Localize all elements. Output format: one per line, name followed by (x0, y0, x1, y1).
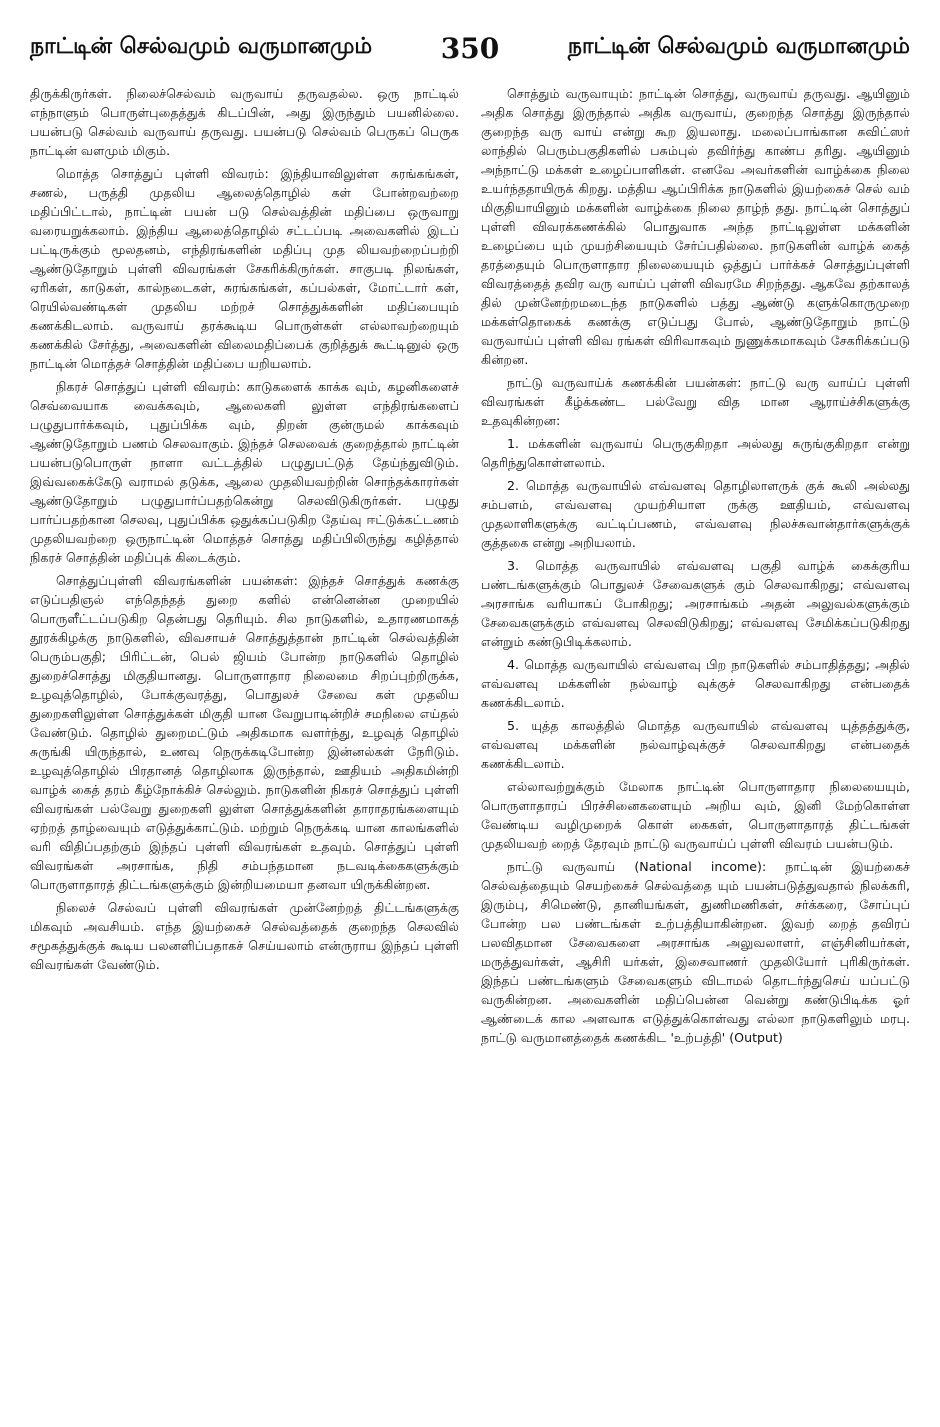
paragraph: நாட்டு வருவாய்க் கணக்கின் பயன்கள்: நாட்டு வரு வாய்ப் புள்ளி விவரங்கள் கீழ்க்கண்ட பல்வேறு வித மான ஆராய்ச்சிகளுக்கு உதவுகின்றன: (481, 375, 910, 428)
list-item: 1. மக்களின் வருவாய் பெருகுகிறதா அல்லது சுருங்குகிறதா என்று தெரிந்துகொள்ளலாம். (481, 436, 910, 470)
list-item: 5. யுத்த காலத்தில் மொத்த வருவாயில் எவ்வளவு யுத்தத்துக்கு, எவ்வளவு மக்களின் நல்வாழ்வுக்குச் செலவாகிறது என்பதைக் கணக்கிடலாம். (481, 718, 910, 771)
paragraph: நாட்டு வருவாய் (National income): நாட்டின் இயற்கைச் செல்வத்தையும் செயற்கைச் செல்வத்தை யும் பயன்படுத்துவதால் நிலக்கரி, இரும்பு, சிமெண்டு, தானியங்கள், துணிமணிகள், சர்க்கரை, சோப்புப் போன்ற பல பண்டங்கள் உற்பத்தியாகின்றன. இவற் றைத் தவிரப் பலவிதமான சேவைகளை அரசாங்க அலுவலாளர், எஞ்சினியர்கள், மருத்துவர்கள், ஆசிரி யர்கள், இசைவாணர் முதலியோர் புரிகிருர்கள். இந்தப் பண்டங்களும் சேவைகளும் விடாமல் தொடர்ந்துசெய் யப்பட்டு வருகின்றன. அவைகளின் மதிப்பென்ன வென்று கண்டுபிடிக்க ஓர் ஆண்டைக் கால அளவாக எடுத்துக்கொள்வது எல்லா நாடுகளிலும் மரபு. நாட்டு வருமானத்தைக் கணக்கிட 'உற்பத்தி' (Output) (481, 859, 910, 1045)
header-right-title: நாட்டின் செல்வமும் வருமானமும் (567, 34, 910, 59)
paragraph: சொத்துப்புள்ளி விவரங்களின் பயன்கள்: இந்தச் சொத்துக் கணக்கு எடுப்பதிஞல் எந்தெந்தத் துறை களில் என்னென்ன முறையில் பொருளீட்டப்படுகிற தென்பது தெரியும். சில நாடுகளில், உதாரணமாகத் தூரக்கிழக்கு நாடுகளில், விவசாயச் சொத்துத்தான் நாட்டின் செல்வத்தின் பெரும்பகுதி; பிரிட்டன், பெல் ஜியம் போன்ற நாடுகளில் தொழில் துறைச்சொத்து மிகுதியானது. பொருளாதார நிலைமை சிறப்புற்றிருக்க, உழவுத்தொழில், போக்குவரத்து, பொதுலச் சேவை கள் முதலிய துறைகளிலுள்ள சொத்துக்கள் மிகுதி யான வேறுபாடின்றிச் சமநிலை எய்தல் வேண்டும். தொழில் துறைமட்டும் அதிகமாக வளர்ந்து, உழவுத் தொழில் சுருங்கி யிருந்தால், உணவு நெருக்கடிபோன்ற இன்னல்கள் நேரிடும். உழவுத்தொழில் பிரதானத் தொழிலாக இருந்தால், ஊதியம் அதிகமின்றி வாழ்க் கைத் தரம் கீழ்நோக்கிச் செல்லும். நாடுகளின் நிகரச் சொத்துப் புள்ளி விவரங்கள் பல்வேறு துறைகளி லுள்ள சொத்துக்களின் தாராதரங்களையும் ஏற்றத் தாழ்வையும் எடுத்துக்காட்டும். மற்றும் நெருக்கடி யான காலங்களில் வரி விதிப்பதற்கும் இந்தப் புள்ளி விவரங்கள் உதவும். சொத்துப் புள்ளி விவரங்கள் அரசாங்க, நிதி சம்பந்தமான நடவடிக்கைகளுக்கும் பொருளாதாரத் திட்டங்களுக்கும் இன்றியமையா தனவா யிருக்கின்றன. (30, 573, 459, 892)
paragraph: நிகரச் சொத்துப் புள்ளி விவரம்: காடுகளைக் காக்க வும், கழனிகளைச் செவ்வையாக வைக்கவும், ஆலைகளி லுள்ள எந்திரங்களைப் பழுதுபார்க்கவும், புதுப்பிக்க வும், திறன் குன்ருமல் காக்கவும் ஆண்டுதோறும் பணம் செலவாகும். இந்தச் செலவைக் குறைத்தால் நாட்டின் பயன்படுபொருள் நாளா வட்டத்தில் பழுதுபட்டுத் தேய்ந்துவிடும். இவ்வகைக்கேடு வராமல் தடுக்க, ஆலை முதலியவற்றின் சொந்தக்காரர்கள் ஆண்டுதோறும் பழுதுபார்ப்பதற்கென்று செலவிடுகிருர்கள். பழுது பார்ப்பதற்கான செலவு, புதுப்பிக்க ஒதுக்கப்படுகிற தேய்வு ஈட்டுக்கட்டணம் முதலியவற்றை ஒருநாட்டின் மொத்தச் சொத்து மதிப்பிலிருந்து கழித்தால் நிகரச் சொத்தின் மதிப்புக் கிடைக்கும். (30, 379, 459, 565)
paragraph: மொத்த சொத்துப் புள்ளி விவரம்: இந்தியாவிலுள்ள சுரங்கங்கள், சணல், பருத்தி முதலிய ஆலைத்தொழில் கள் போன்றவற்றை மதிப்பிட்டால், நாட்டின் பயன் படு செல்வத்தின் மதிப்பை ஒருவாறு வரையறுக்கலாம். இந்திய ஆலைத்தொழில் சட்டப்படி அவைகளில் இடப் பட்டிருக்கும் மூலதனம், எந்திரங்களின் மதிப்பு முத லியவற்றைப்பற்றி ஆண்டுதோறும் புள்ளி விவரங்கள் சேகரிக்கிருர்கள். சாகுபடி நிலங்கள், ஏரிகள், காடுகள், கால்நடைகள், சுரங்கங்கள், கப்பல்கள், மோட்டார் கள், ரெயில்வண்டிகள் முதலிய மற்றச் சொத்துக்களின் மதிப்பையும் கணக்கிடலாம். வருவாய் தரக்கூடிய பொருள்கள் எல்லாவற்றையும் கணக்கில் சேர்த்து, அவைகளின் விலைமதிப்பைக் குறித்துக் கூட்டினுல் ஒரு நாட்டின் மொத்தச் சொத்தின் மதிப்பை யறியலாம். (30, 166, 459, 371)
two-column-body (30, 84, 910, 1051)
right-column (481, 84, 910, 1051)
paragraph: எல்லாவற்றுக்கும் மேலாக நாட்டின் பொருளாதார நிலையையும், பொருளாதாரப் பிரச்சினைகளையும் அறிய வும், இனி மேற்கொள்ள வேண்டிய வழிமுறைக் கொள் கைகள், பொருளாதாரத் திட்டங்கள் முதலியவற் றைத் தேரவும் நாட்டு வருவாய்ப் புள்ளி விவரம் பயன்படும். (481, 779, 910, 851)
paragraph: சொத்தும் வருவாயும்: நாட்டின் சொத்து, வருவாய் தருவது. ஆயினும் அதிக சொத்து இருந்தால் அதிக வருவாய், குறைந்த சொத்து இருந்தால் குறைந்த வரு வாய் என்று கூற இயலாது. மலைப்பாங்கான சுவிட்ஸர் லாந்தில் பெரும்பகுதிகளில் பசும்புல் தவிர்ந்து காண்ப தரிது. ஆயினும் அந்நாட்டு மக்கள் உழைப்பாளிகள். எனவே அவர்களின் வாழ்க்கை நிலை உயர்ந்ததாயிருக் கிறது. மத்திய ஆப்பிரிக்க நாடுகளில் இயற்கைச் செல் வம் மிகுதியாயினும் மக்களின் வாழ்க்கை நிலை தாழ்ந் தது. நாட்டின் சொத்துப் புள்ளி விவரக்கணக்கில் பொதுவாக அந்த நாட்டிலுள்ள மக்களின் உழைப்பை யும் முயற்சியையும் சேர்ப்பதில்லை. நாடுகளின் வாழ்க் கைத் தரத்தையும் பொருளாதார நிலையையும் ஒத்துப் பார்க்கச் சொத்துப்புள்ளி விவரத்தைத் தவிர வரு வாய்ப் புள்ளி விவரமே சிறந்தது. ஆகவே தற்காலத் தில் முன்னேற்றமடைந்த நாடுகளில் பத்து ஆண்டு களுக்கொருமுறை மக்கள்தொகைக் கணக்கு எடுப்பது போல், ஆண்டுதோறும் நாட்டு வருவாய்ப் புள்ளி விவ ரங்கள் விரிவாகவும் நுணுக்கமாகவும் சேகரிக்கப்படு கின்றன. (481, 86, 910, 367)
paragraph: நிலைச் செல்வப் புள்ளி விவரங்கள் முன்னேற்றத் திட்டங்களுக்கு மிகவும் அவசியம். எந்த இயற்கைச் செல்வத்தைக் குறைந்த செலவில் சமூகத்துக்குக் கூடிய பலனளிப்பதாகச் செய்யலாம் என்ருராய இந்தப் புள்ளி விவரங்கள் வேண்டும். (30, 900, 459, 972)
list-item: 4. மொத்த வருவாயில் எவ்வளவு பிற நாடுகளில் சம்பாதித்தது; அதில் எவ்வளவு மக்களின் நல்வாழ் வுக்குச் செலவாகிறது என்பதைக் கணக்கிடலாம். (481, 657, 910, 710)
list-item: 2. மொத்த வருவாயில் எவ்வளவு தொழிலாளருக் குக் கூலி அல்லது சம்பளம், எவ்வளவு முயற்சியாள ருக்கு ஊதியம், எவ்வளவு முதலாளிகளுக்கு வட்டிப்பணம், எவ்வளவு நிலச்சுவான்தார்களுக்குக் குத்தகை என்று அறியலாம். (481, 478, 910, 550)
header-left-title: நாட்டின் செல்வமும் வருமானமும் (30, 34, 373, 59)
list-item: 3. மொத்த வருவாயில் எவ்வளவு பகுதி வாழ்க் கைக்குரிய பண்டங்களுக்கும் பொதுலச் சேவைகளுக் கும் செலவாகிறது; எவ்வளவு அரசாங்க வரியாகப் போகிறது; அரசாங்கம் அதன் அலுவல்களுக்கும் சேவைகளுக்கும் எவ்வளவு செலவிடுகிறது; எவ்வளவு சேமிக்கப்படுகிறது என்றும் கண்டுபிடிக்கலாம். (481, 558, 910, 649)
page-number: 350 (440, 31, 500, 65)
paragraph: திருக்கிருர்கள். நிலைச்செல்வம் வருவாய் தருவதல்ல. ஒரு நாட்டில் எந்நாளும் பொருள்புதைத்துக் கிடப்பின், அது இருந்தும் பயனில்லை. பயன்படு செல்வம் வருவாய் தருவது. பயன்படு செல்வம் பெருகப் பெருக நாட்டின் வளமும் மிகும். (30, 86, 459, 158)
running-header (30, 26, 910, 70)
left-column (30, 84, 459, 1051)
